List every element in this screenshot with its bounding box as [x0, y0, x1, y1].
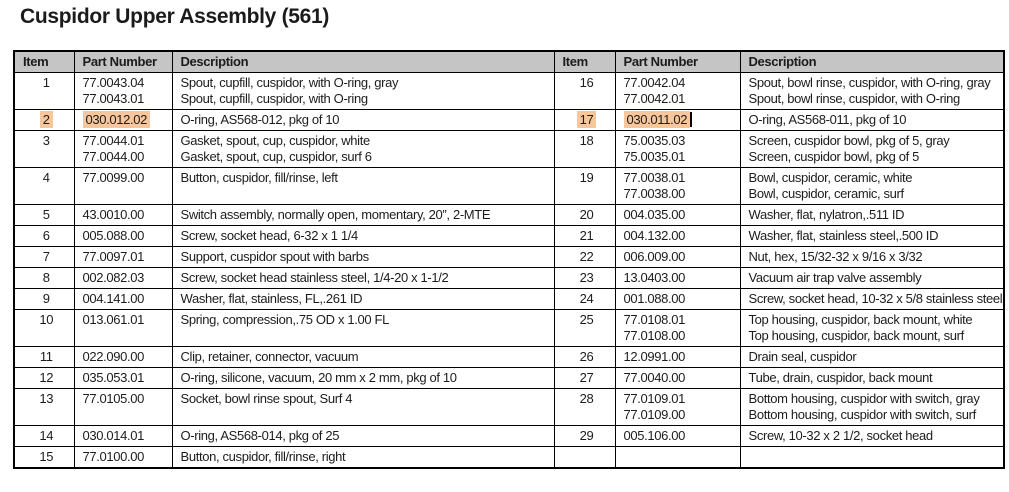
description-cell [172, 426, 554, 447]
description-cell [740, 110, 1004, 131]
item-number-text: 25 [579, 312, 594, 327]
part-number-cell [615, 426, 740, 447]
part-number-line [624, 370, 736, 386]
description-cell [172, 268, 554, 289]
item-number [23, 112, 70, 128]
part-number-line [83, 370, 168, 386]
empty-cell [624, 449, 736, 465]
description-line: Button, cuspidor, fill/rinse, right [180, 449, 346, 464]
item-number-text: 27 [579, 370, 594, 385]
table-row [14, 289, 1004, 310]
item-cell [554, 310, 615, 347]
part-number-cell [615, 205, 740, 226]
part-number-text: 77.0043.01 [82, 91, 145, 106]
part-number-line [83, 270, 168, 286]
item-cell [554, 368, 615, 389]
item-number-text: 28 [579, 391, 594, 406]
description-line: Drain seal, cuspidor [748, 349, 857, 364]
header-description-right: Description [740, 51, 1004, 73]
part-number-cell [74, 368, 172, 389]
part-number-line [83, 112, 168, 128]
item-cell [554, 110, 615, 131]
part-number-line [624, 91, 736, 107]
item-number [563, 291, 611, 307]
part-number-text: 013.061.01 [82, 312, 145, 327]
part-number-text: 005.088.00 [82, 228, 145, 243]
item-cell [554, 73, 615, 110]
description-line: Tube, drain, cuspidor, back mount [748, 370, 933, 385]
part-number-line [624, 249, 736, 265]
part-number-line [83, 349, 168, 365]
part-number-line [83, 91, 168, 107]
part-number-line [83, 428, 168, 444]
part-number-cell [74, 110, 172, 131]
part-number-cell [74, 447, 172, 469]
item-cell [14, 110, 74, 131]
part-number-cell [74, 310, 172, 347]
description-cell [740, 389, 1004, 426]
part-number-text: 77.0038.01 [623, 170, 686, 185]
table-row [14, 447, 1004, 469]
part-number-text: 77.0097.01 [82, 249, 145, 264]
table-row [14, 268, 1004, 289]
part-number-text: 77.0040.00 [623, 370, 686, 385]
highlighted-part-number[interactable]: 030.012.02 [83, 111, 151, 128]
item-number [563, 270, 611, 286]
description-line: Socket, bowl rinse spout, Surf 4 [180, 391, 353, 406]
description-line: Screw, 10-32 x 2 1/2, socket head [748, 428, 933, 443]
description-cell [740, 447, 1004, 469]
description-line: O-ring, AS568-012, pkg of 10 [180, 112, 340, 127]
part-number-text: 77.0099.00 [82, 170, 145, 185]
table-row [14, 131, 1004, 168]
part-number-line [624, 170, 736, 186]
item-number-text: 11 [39, 349, 53, 364]
part-number-line [83, 75, 168, 91]
part-number-cell [615, 268, 740, 289]
description-cell [740, 426, 1004, 447]
part-number-line [83, 249, 168, 265]
item-cell [554, 131, 615, 168]
part-number-cell [615, 73, 740, 110]
part-number-line [83, 133, 168, 149]
description-line: Washer, flat, stainless steel,.500 ID [748, 228, 939, 243]
part-number-text: 75.0035.03 [623, 133, 686, 148]
description-line: Bottom housing, cuspidor with switch, surf [748, 407, 976, 422]
description-cell [172, 347, 554, 368]
part-number-cell [615, 289, 740, 310]
part-number-text: 77.0044.01 [82, 133, 145, 148]
part-number-cell [74, 205, 172, 226]
description-cell [172, 131, 554, 168]
description-line: Screen, cuspidor bowl, pkg of 5 [748, 149, 920, 164]
item-cell [14, 389, 74, 426]
description-line: O-ring, silicone, vacuum, 20 mm x 2 mm, pkg of 10 [180, 370, 457, 385]
description-line: Top housing, cuspidor, back mount, surf [748, 328, 964, 343]
table-row [14, 389, 1004, 426]
part-number-cell [615, 226, 740, 247]
item-number-text: 26 [579, 349, 594, 364]
item-number [23, 370, 70, 386]
item-number-text: 15 [39, 449, 54, 464]
item-number [23, 349, 70, 365]
description-line: Nut, hex, 15/32-32 x 9/16 x 3/32 [748, 249, 923, 264]
description-cell [740, 247, 1004, 268]
part-number-line [83, 228, 168, 244]
part-number-cell [615, 131, 740, 168]
item-cell [14, 205, 74, 226]
description-cell [740, 268, 1004, 289]
part-number-line [624, 75, 736, 91]
part-number-cell [615, 310, 740, 347]
item-number [563, 112, 611, 128]
description-line: Screw, socket head, 6-32 x 1 1/4 [180, 228, 358, 243]
item-number-text: 4 [42, 170, 50, 185]
part-number-cell [615, 168, 740, 205]
description-cell [740, 310, 1004, 347]
description-cell [740, 368, 1004, 389]
description-cell [740, 131, 1004, 168]
part-number-cell [74, 168, 172, 205]
item-number [563, 391, 611, 407]
header-description-left: Description [172, 51, 554, 73]
part-number-line [624, 133, 736, 149]
part-number-text: 006.009.00 [623, 249, 686, 264]
description-cell [740, 168, 1004, 205]
description-cell [740, 289, 1004, 310]
item-number-text: 21 [579, 228, 594, 243]
description-line: Bowl, cuspidor, ceramic, white [748, 170, 913, 185]
item-number-text: 8 [42, 270, 50, 285]
item-number-text: 6 [42, 228, 50, 243]
item-cell [14, 447, 74, 469]
item-number-text: 14 [39, 428, 54, 443]
table-row [14, 73, 1004, 110]
description-cell [172, 310, 554, 347]
part-number-cell [615, 389, 740, 426]
part-number-line [83, 149, 168, 165]
description-cell [172, 247, 554, 268]
part-number-line [624, 228, 736, 244]
part-number-cell [615, 110, 740, 131]
description-line: Screw, socket head stainless steel, 1/4-20 x 1-1/2 [180, 270, 449, 285]
part-number-line [83, 291, 168, 307]
table-row [14, 226, 1004, 247]
description-line: Switch assembly, normally open, momentary, 20”, 2-MTE [180, 207, 491, 222]
item-number [563, 370, 611, 386]
item-cell [554, 247, 615, 268]
part-number-text: 035.053.01 [82, 370, 145, 385]
item-cell [554, 205, 615, 226]
part-number-text: 77.0105.00 [82, 391, 145, 406]
description-line: Clip, retainer, connector, vacuum [180, 349, 359, 364]
part-number-text: 77.0042.04 [623, 75, 686, 90]
item-cell [14, 73, 74, 110]
item-cell [14, 368, 74, 389]
part-number-text: 005.106.00 [623, 428, 686, 443]
header-row [14, 51, 1004, 73]
highlighted-item-number[interactable]: 17 [577, 111, 597, 128]
part-number-text: 77.0100.00 [82, 449, 145, 464]
part-number-text: 77.0043.04 [82, 75, 145, 90]
description-cell [172, 447, 554, 469]
description-line: Screw, socket head, 10-32 x 5/8 stainless steel [748, 291, 1003, 306]
part-number-line [83, 312, 168, 328]
item-number-text: 29 [579, 428, 594, 443]
item-number-text: 5 [42, 207, 50, 222]
part-number-line [624, 407, 736, 423]
description-line: Top housing, cuspidor, back mount, white [748, 312, 973, 327]
table-row [14, 205, 1004, 226]
item-number-text: 22 [579, 249, 594, 264]
item-number [563, 207, 611, 223]
description-cell [172, 226, 554, 247]
table-row [14, 110, 1004, 131]
part-number-line [624, 149, 736, 165]
description-line: Gasket, spout, cup, cuspidor, surf 6 [180, 149, 372, 164]
part-number-line [83, 170, 168, 186]
description-cell [172, 168, 554, 205]
part-number-line [624, 391, 736, 407]
item-number [23, 75, 70, 91]
part-number-line [83, 207, 168, 223]
header-item-left: Item [14, 51, 74, 73]
description-line: O-ring, AS568-011, pkg of 10 [748, 112, 907, 127]
part-number-text: 43.0010.00 [82, 207, 145, 222]
item-number [23, 170, 70, 186]
part-number-line [624, 349, 736, 365]
item-number-text: 23 [579, 270, 594, 285]
table-row [14, 310, 1004, 347]
part-number-cell [74, 131, 172, 168]
part-number-cell [74, 268, 172, 289]
part-number-text: 77.0044.00 [82, 149, 145, 164]
part-number-cell [615, 347, 740, 368]
item-number-text: 12 [39, 370, 54, 385]
part-number-line [624, 328, 736, 344]
part-number-line [624, 312, 736, 328]
part-number-text: 77.0108.00 [623, 328, 686, 343]
table-row [14, 368, 1004, 389]
item-number [563, 312, 611, 328]
part-number-cell [74, 247, 172, 268]
part-number-cell [74, 389, 172, 426]
part-number-cell [615, 447, 740, 469]
part-number-text: 004.035.00 [623, 207, 686, 222]
item-number-text: 10 [39, 312, 54, 327]
item-number [23, 133, 70, 149]
description-cell [172, 205, 554, 226]
item-cell [14, 347, 74, 368]
description-line: Screen, cuspidor bowl, pkg of 5, gray [748, 133, 950, 148]
description-line: Bottom housing, cuspidor with switch, gray [748, 391, 980, 406]
item-number [563, 228, 611, 244]
part-number-text: 77.0108.01 [623, 312, 686, 327]
description-cell [172, 110, 554, 131]
item-cell [14, 247, 74, 268]
item-number-text: 7 [42, 249, 50, 264]
description-line: Spout, bowl rinse, cuspidor, with O-ring [748, 91, 960, 106]
part-number-cell [615, 368, 740, 389]
table-row [14, 426, 1004, 447]
description-cell [740, 73, 1004, 110]
part-number-line [624, 207, 736, 223]
item-number [563, 249, 611, 265]
item-number [23, 249, 70, 265]
item-number [23, 270, 70, 286]
highlighted-item-number[interactable]: 2 [40, 111, 53, 128]
part-number-cell [74, 289, 172, 310]
description-line: O-ring, AS568-014, pkg of 25 [180, 428, 340, 443]
item-number-text: 9 [42, 291, 50, 306]
description-line: Spout, cupfill, cuspidor, with O-ring [180, 91, 368, 106]
item-cell [14, 426, 74, 447]
item-number-text: 3 [42, 133, 50, 148]
description-cell [740, 226, 1004, 247]
part-number-line [624, 186, 736, 202]
item-cell [554, 447, 615, 469]
part-number-text: 77.0109.01 [623, 391, 686, 406]
item-number [563, 449, 611, 465]
description-line: Support, cuspidor spout with barbs [180, 249, 369, 264]
part-number-text: 030.014.01 [82, 428, 145, 443]
item-cell [14, 268, 74, 289]
table-row [14, 168, 1004, 205]
part-number-cell [74, 347, 172, 368]
item-number [563, 428, 611, 444]
item-cell [14, 310, 74, 347]
item-cell [14, 168, 74, 205]
description-cell [172, 389, 554, 426]
part-number-text: 75.0035.01 [623, 149, 686, 164]
part-number-text: 77.0042.01 [623, 91, 686, 106]
item-number-text: 20 [579, 207, 594, 222]
item-cell [14, 131, 74, 168]
item-number [23, 391, 70, 407]
description-line: Spring, compression,.75 OD x 1.00 FL [180, 312, 390, 327]
parts-table [13, 50, 1005, 469]
part-number-text: 001.088.00 [623, 291, 686, 306]
item-number [563, 170, 611, 186]
description-cell [740, 205, 1004, 226]
item-number-text: 24 [579, 291, 594, 306]
part-number-text: 12.0991.00 [623, 349, 686, 364]
item-cell [554, 389, 615, 426]
description-line: Washer, flat, stainless, FL,.261 ID [180, 291, 363, 306]
item-cell [554, 268, 615, 289]
item-cell [14, 289, 74, 310]
part-number-text: 002.082.03 [82, 270, 145, 285]
description-cell [172, 73, 554, 110]
item-cell [554, 347, 615, 368]
parts-table-body [14, 73, 1004, 469]
item-number [23, 449, 70, 465]
table-row [14, 347, 1004, 368]
part-number-text: 77.0038.00 [623, 186, 686, 201]
part-number-cell [74, 426, 172, 447]
description-cell [172, 368, 554, 389]
page-title: Cuspidor Upper Assembly (561) [20, 5, 330, 28]
part-number-text: 77.0109.00 [623, 407, 686, 422]
empty-cell [749, 449, 1000, 465]
item-number-text: 1 [42, 75, 50, 90]
description-line: Gasket, spout, cup, cuspidor, white [180, 133, 370, 148]
part-number-cell [615, 247, 740, 268]
item-number [23, 291, 70, 307]
item-number [563, 349, 611, 365]
description-cell [740, 347, 1004, 368]
header-item-right: Item [554, 51, 615, 73]
part-number-text: 022.090.00 [82, 349, 145, 364]
header-part-number-left: Part Number [74, 51, 172, 73]
part-number-line [624, 428, 736, 444]
part-number-line [624, 291, 736, 307]
item-number [23, 312, 70, 328]
part-number-cell [74, 73, 172, 110]
part-number-text: 004.132.00 [623, 228, 686, 243]
part-number-text: 13.0403.00 [623, 270, 686, 285]
part-number-cell [74, 226, 172, 247]
item-cell [14, 226, 74, 247]
item-cell [554, 426, 615, 447]
table-row [14, 247, 1004, 268]
item-cell [554, 289, 615, 310]
item-number [563, 133, 611, 149]
item-number [23, 207, 70, 223]
item-cell [554, 168, 615, 205]
part-number-line [624, 112, 736, 128]
header-part-number-right: Part Number [615, 51, 740, 73]
item-number-text: 16 [579, 75, 594, 90]
item-number-text: 18 [579, 133, 594, 148]
description-line: Vacuum air trap valve assembly [748, 270, 922, 285]
highlighted-part-number[interactable]: 030.011.02 [624, 111, 691, 128]
part-number-line [83, 449, 168, 465]
description-line: Spout, bowl rinse, cuspidor, with O-ring, gray [748, 75, 991, 90]
item-number [563, 75, 611, 91]
description-line: Bowl, cuspidor, ceramic, surf [748, 186, 904, 201]
item-number [23, 228, 70, 244]
text-cursor[interactable] [690, 112, 692, 127]
item-cell [554, 226, 615, 247]
description-line: Button, cuspidor, fill/rinse, left [180, 170, 338, 185]
item-number-text: 13 [39, 391, 54, 406]
description-cell [172, 289, 554, 310]
item-number-text: 19 [579, 170, 594, 185]
part-number-line [624, 270, 736, 286]
description-line: Spout, cupfill, cuspidor, with O-ring, gray [180, 75, 399, 90]
part-number-text: 004.141.00 [82, 291, 145, 306]
part-number-line [83, 391, 168, 407]
description-line: Washer, flat, nylatron,.511 ID [748, 207, 905, 222]
item-number [23, 428, 70, 444]
